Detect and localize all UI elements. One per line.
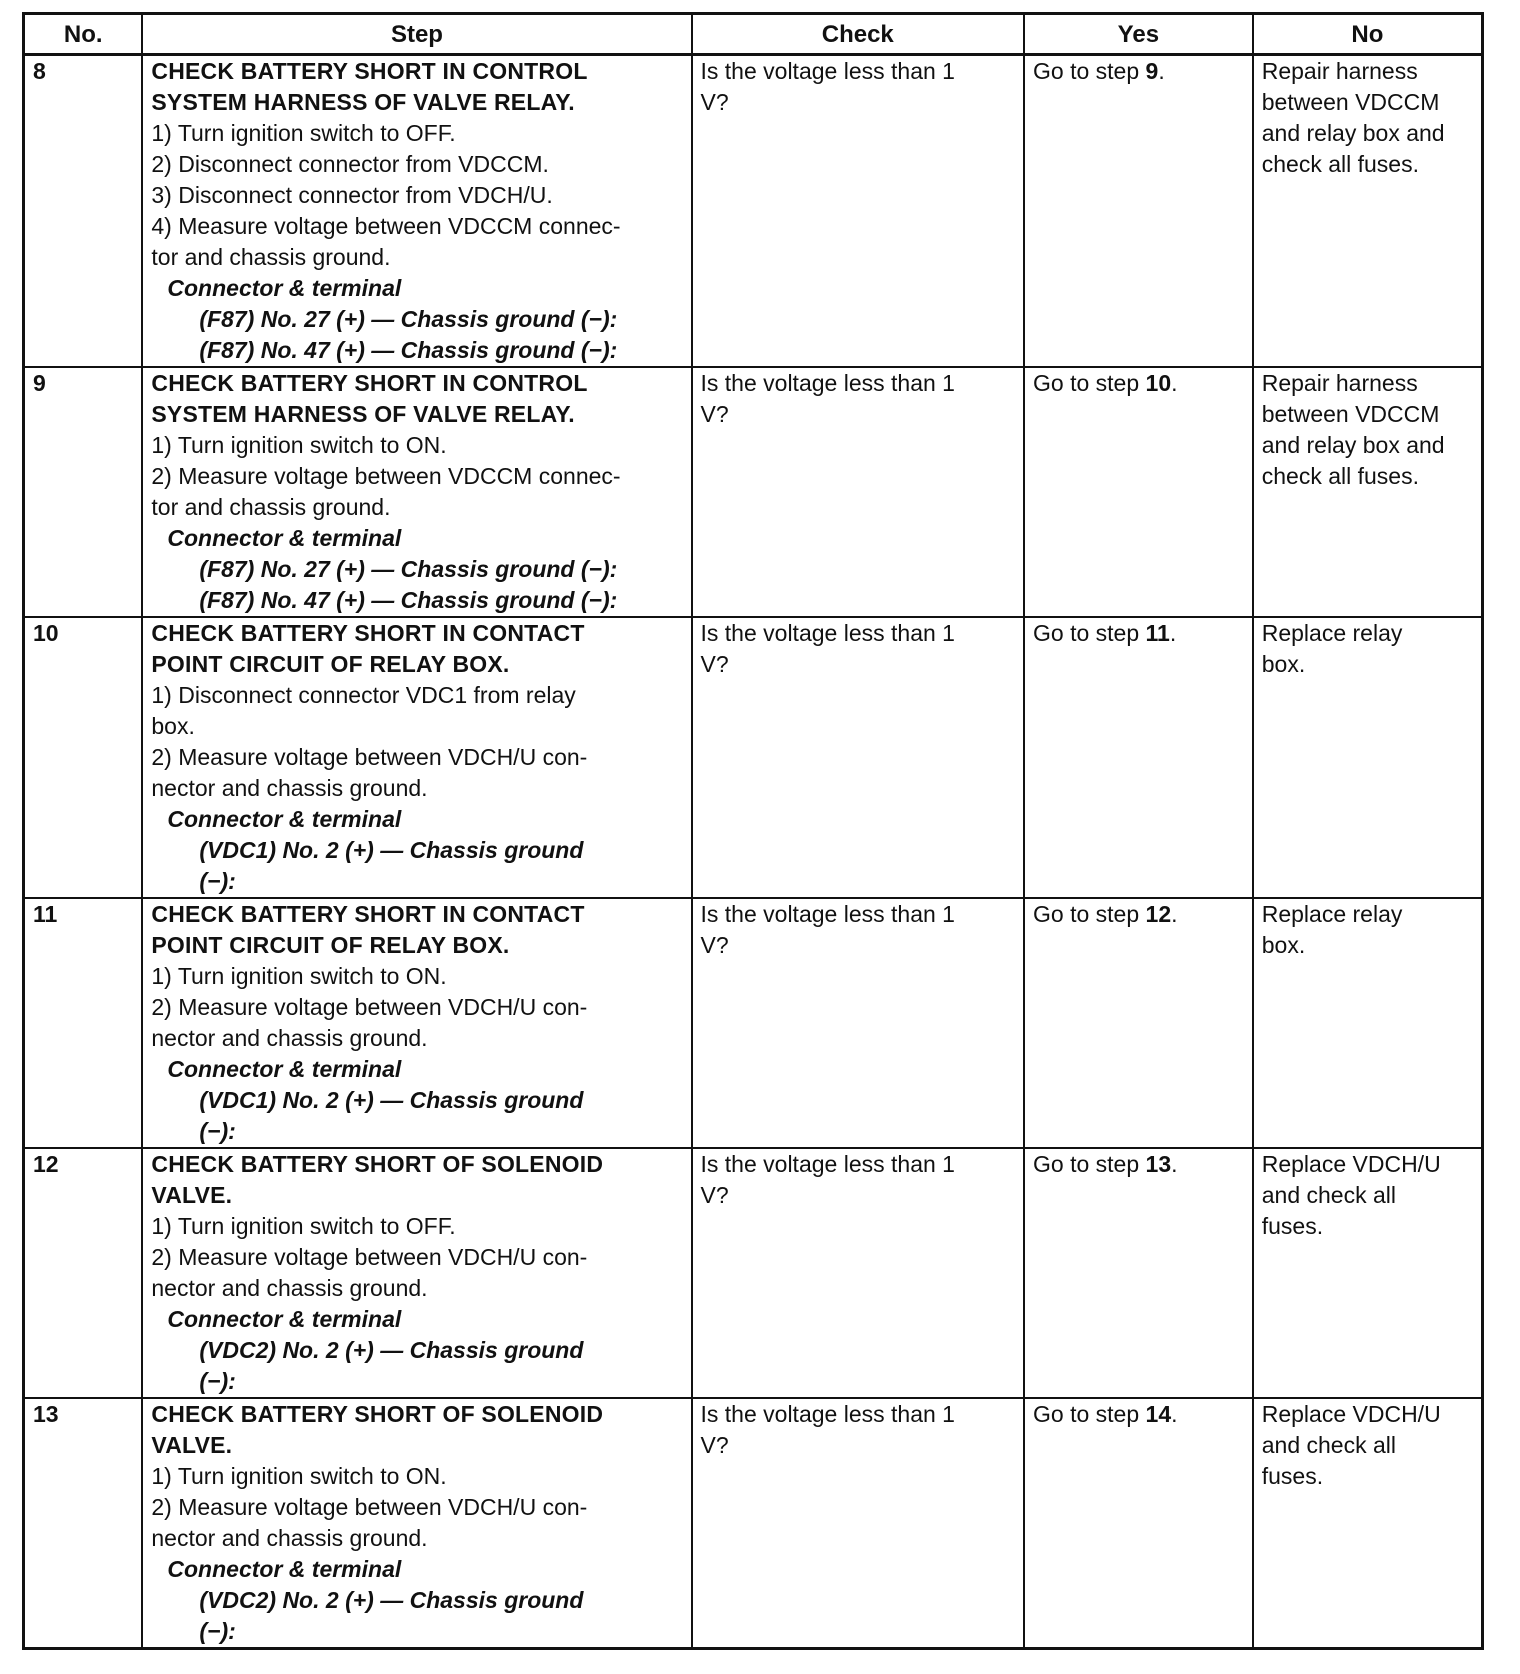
instruction-line: 2) Measure voltage between VDCH/U con-: [151, 1244, 588, 1270]
step-cell: [142, 617, 691, 898]
check-question-line: Is the voltage less than 1: [700, 370, 955, 396]
instruction-line: tor and chassis ground.: [151, 244, 391, 270]
yes-go-to-text: Go to step: [1033, 620, 1146, 646]
table-row: [24, 367, 1483, 617]
step-title-line: CHECK BATTERY SHORT IN CONTACT: [151, 620, 585, 646]
connector-terminal-line: (F87) No. 47 (+) — Chassis ground (−):: [199, 587, 618, 613]
instruction-line: 1) Turn ignition switch to OFF.: [151, 1213, 456, 1239]
no-action-line: and relay box and: [1261, 120, 1445, 146]
no-action-line: box.: [1261, 651, 1306, 677]
check-question-line: V?: [700, 651, 729, 677]
yes-go-to-text: Go to step: [1033, 58, 1146, 84]
yes-period: .: [1169, 620, 1177, 646]
connector-terminal-line: (−):: [199, 1618, 236, 1644]
check-question-line: V?: [700, 1432, 729, 1458]
check-question-line: Is the voltage less than 1: [700, 901, 955, 927]
instruction-line: 4) Measure voltage between VDCCM connec-: [151, 213, 621, 239]
step-title-line: POINT CIRCUIT OF RELAY BOX.: [151, 932, 510, 958]
step-title-line: CHECK BATTERY SHORT IN CONTROL: [151, 58, 588, 84]
yes-step-number: 10: [1145, 370, 1172, 396]
connector-terminal-line: (−):: [199, 1118, 236, 1144]
check-question-line: Is the voltage less than 1: [700, 620, 955, 646]
connector-terminal-heading: Connector & terminal: [167, 1306, 402, 1332]
connector-terminal-heading: Connector & terminal: [167, 806, 402, 832]
connector-terminal-line: (VDC1) No. 2 (+) — Chassis ground: [199, 837, 584, 863]
check-question-line: V?: [700, 932, 729, 958]
step-number-cell: 10: [24, 617, 143, 898]
step-cell: [142, 367, 691, 617]
check-question-line: V?: [700, 1182, 729, 1208]
table-header-row: [24, 14, 1483, 55]
check-cell: [692, 898, 1025, 1148]
yes-go-to-text: Go to step: [1033, 1401, 1146, 1427]
step-number-cell: 12: [24, 1148, 143, 1398]
instruction-line: nector and chassis ground.: [151, 1525, 428, 1551]
check-cell: [692, 617, 1025, 898]
table-body: [24, 55, 1483, 1649]
instruction-line: 1) Turn ignition switch to ON.: [151, 1463, 447, 1489]
step-cell: [142, 1148, 691, 1398]
header-no: No.: [24, 14, 143, 55]
check-cell: [692, 55, 1025, 368]
no-action-cell: [1253, 1398, 1483, 1649]
instruction-line: 3) Disconnect connector from VDCH/U.: [151, 182, 553, 208]
instruction-line: 2) Measure voltage between VDCH/U con-: [151, 744, 588, 770]
step-number-cell: 11: [24, 898, 143, 1148]
instruction-line: 1) Turn ignition switch to ON.: [151, 432, 447, 458]
connector-terminal-heading: Connector & terminal: [167, 1556, 402, 1582]
connector-terminal-heading: Connector & terminal: [167, 275, 402, 301]
no-action-line: and relay box and: [1261, 432, 1445, 458]
no-action-line: Replace relay: [1261, 901, 1403, 927]
check-cell: [692, 367, 1025, 617]
yes-cell: [1024, 1148, 1253, 1398]
no-action-cell: [1253, 367, 1483, 617]
no-action-line: Replace VDCH/U: [1261, 1401, 1441, 1427]
instruction-line: box.: [151, 713, 195, 739]
no-action-line: fuses.: [1261, 1213, 1324, 1239]
yes-cell: [1024, 617, 1253, 898]
instruction-line: nector and chassis ground.: [151, 1275, 428, 1301]
step-title-line: CHECK BATTERY SHORT IN CONTACT: [151, 901, 585, 927]
diagnostic-page: [22, 12, 1484, 1650]
step-number-cell: 9: [24, 367, 143, 617]
header-yes: Yes: [1024, 14, 1253, 55]
check-question-line: V?: [700, 89, 729, 115]
step-title-line: POINT CIRCUIT OF RELAY BOX.: [151, 651, 510, 677]
header-step: Step: [142, 14, 691, 55]
step-number-cell: 8: [24, 55, 143, 368]
yes-period: .: [1171, 1401, 1178, 1427]
step-title-line: CHECK BATTERY SHORT OF SOLENOID: [151, 1401, 604, 1427]
table-row: [24, 898, 1483, 1148]
step-title-line: SYSTEM HARNESS OF VALVE RELAY.: [151, 89, 575, 115]
check-cell: [692, 1398, 1025, 1649]
yes-step-number: 9: [1145, 58, 1159, 84]
connector-terminal-line: (−):: [199, 1368, 236, 1394]
check-question-line: Is the voltage less than 1: [700, 58, 955, 84]
yes-period: .: [1171, 370, 1178, 396]
instruction-line: nector and chassis ground.: [151, 1025, 428, 1051]
no-action-line: between VDCCM: [1261, 89, 1440, 115]
no-action-line: box.: [1261, 932, 1306, 958]
instruction-line: 2) Measure voltage between VDCH/U con-: [151, 1494, 588, 1520]
yes-cell: [1024, 55, 1253, 368]
check-question-line: Is the voltage less than 1: [700, 1151, 955, 1177]
connector-terminal-line: (VDC2) No. 2 (+) — Chassis ground: [199, 1587, 584, 1613]
connector-terminal-line: (F87) No. 47 (+) — Chassis ground (−):: [199, 337, 618, 363]
instruction-line: 2) Measure voltage between VDCCM connec-: [151, 463, 621, 489]
step-cell: [142, 898, 691, 1148]
yes-go-to-text: Go to step: [1033, 370, 1146, 396]
connector-terminal-line: (VDC2) No. 2 (+) — Chassis ground: [199, 1337, 584, 1363]
step-title-line: SYSTEM HARNESS OF VALVE RELAY.: [151, 401, 575, 427]
step-title-line: VALVE.: [151, 1432, 233, 1458]
no-action-cell: [1253, 617, 1483, 898]
no-action-line: check all fuses.: [1261, 463, 1419, 489]
table-row: [24, 617, 1483, 898]
no-action-line: Repair harness: [1261, 370, 1418, 396]
instruction-line: 1) Turn ignition switch to OFF.: [151, 120, 456, 146]
no-action-line: and check all: [1261, 1432, 1396, 1458]
yes-cell: [1024, 367, 1253, 617]
step-cell: [142, 1398, 691, 1649]
diagnostic-table: [22, 12, 1484, 1650]
yes-step-number: 13: [1145, 1151, 1172, 1177]
step-title-line: VALVE.: [151, 1182, 233, 1208]
yes-period: .: [1171, 1151, 1178, 1177]
step-cell: [142, 55, 691, 368]
yes-period: .: [1158, 58, 1165, 84]
yes-cell: [1024, 1398, 1253, 1649]
yes-step-number: 12: [1145, 901, 1172, 927]
no-action-line: and check all: [1261, 1182, 1396, 1208]
no-action-line: Repair harness: [1261, 58, 1418, 84]
connector-terminal-line: (VDC1) No. 2 (+) — Chassis ground: [199, 1087, 584, 1113]
instruction-line: 2) Measure voltage between VDCH/U con-: [151, 994, 588, 1020]
no-action-cell: [1253, 1148, 1483, 1398]
no-action-cell: [1253, 55, 1483, 368]
no-action-line: Replace relay: [1261, 620, 1403, 646]
check-question-line: Is the voltage less than 1: [700, 1401, 955, 1427]
connector-terminal-line: (F87) No. 27 (+) — Chassis ground (−):: [199, 306, 618, 332]
step-title-line: CHECK BATTERY SHORT IN CONTROL: [151, 370, 588, 396]
yes-step-number: 11: [1145, 620, 1170, 646]
table-row: [24, 1148, 1483, 1398]
no-action-cell: [1253, 898, 1483, 1148]
header-check: Check: [692, 14, 1025, 55]
connector-terminal-line: (−):: [199, 868, 236, 894]
instruction-line: nector and chassis ground.: [151, 775, 428, 801]
instruction-line: tor and chassis ground.: [151, 494, 391, 520]
instruction-line: 1) Disconnect connector VDC1 from relay: [151, 682, 576, 708]
connector-terminal-line: (F87) No. 27 (+) — Chassis ground (−):: [199, 556, 618, 582]
no-action-line: check all fuses.: [1261, 151, 1419, 177]
yes-step-number: 14: [1145, 1401, 1172, 1427]
yes-period: .: [1171, 901, 1178, 927]
yes-go-to-text: Go to step: [1033, 901, 1146, 927]
check-question-line: V?: [700, 401, 729, 427]
connector-terminal-heading: Connector & terminal: [167, 525, 402, 551]
step-title-line: CHECK BATTERY SHORT OF SOLENOID: [151, 1151, 604, 1177]
yes-go-to-text: Go to step: [1033, 1151, 1146, 1177]
step-number-cell: 13: [24, 1398, 143, 1649]
instruction-line: 2) Disconnect connector from VDCCM.: [151, 151, 549, 177]
table-row: [24, 1398, 1483, 1649]
connector-terminal-heading: Connector & terminal: [167, 1056, 402, 1082]
instruction-line: 1) Turn ignition switch to ON.: [151, 963, 447, 989]
no-action-line: fuses.: [1261, 1463, 1324, 1489]
table-row: [24, 55, 1483, 368]
no-action-line: Replace VDCH/U: [1261, 1151, 1441, 1177]
header-no-action: No: [1253, 14, 1483, 55]
yes-cell: [1024, 898, 1253, 1148]
check-cell: [692, 1148, 1025, 1398]
no-action-line: between VDCCM: [1261, 401, 1440, 427]
